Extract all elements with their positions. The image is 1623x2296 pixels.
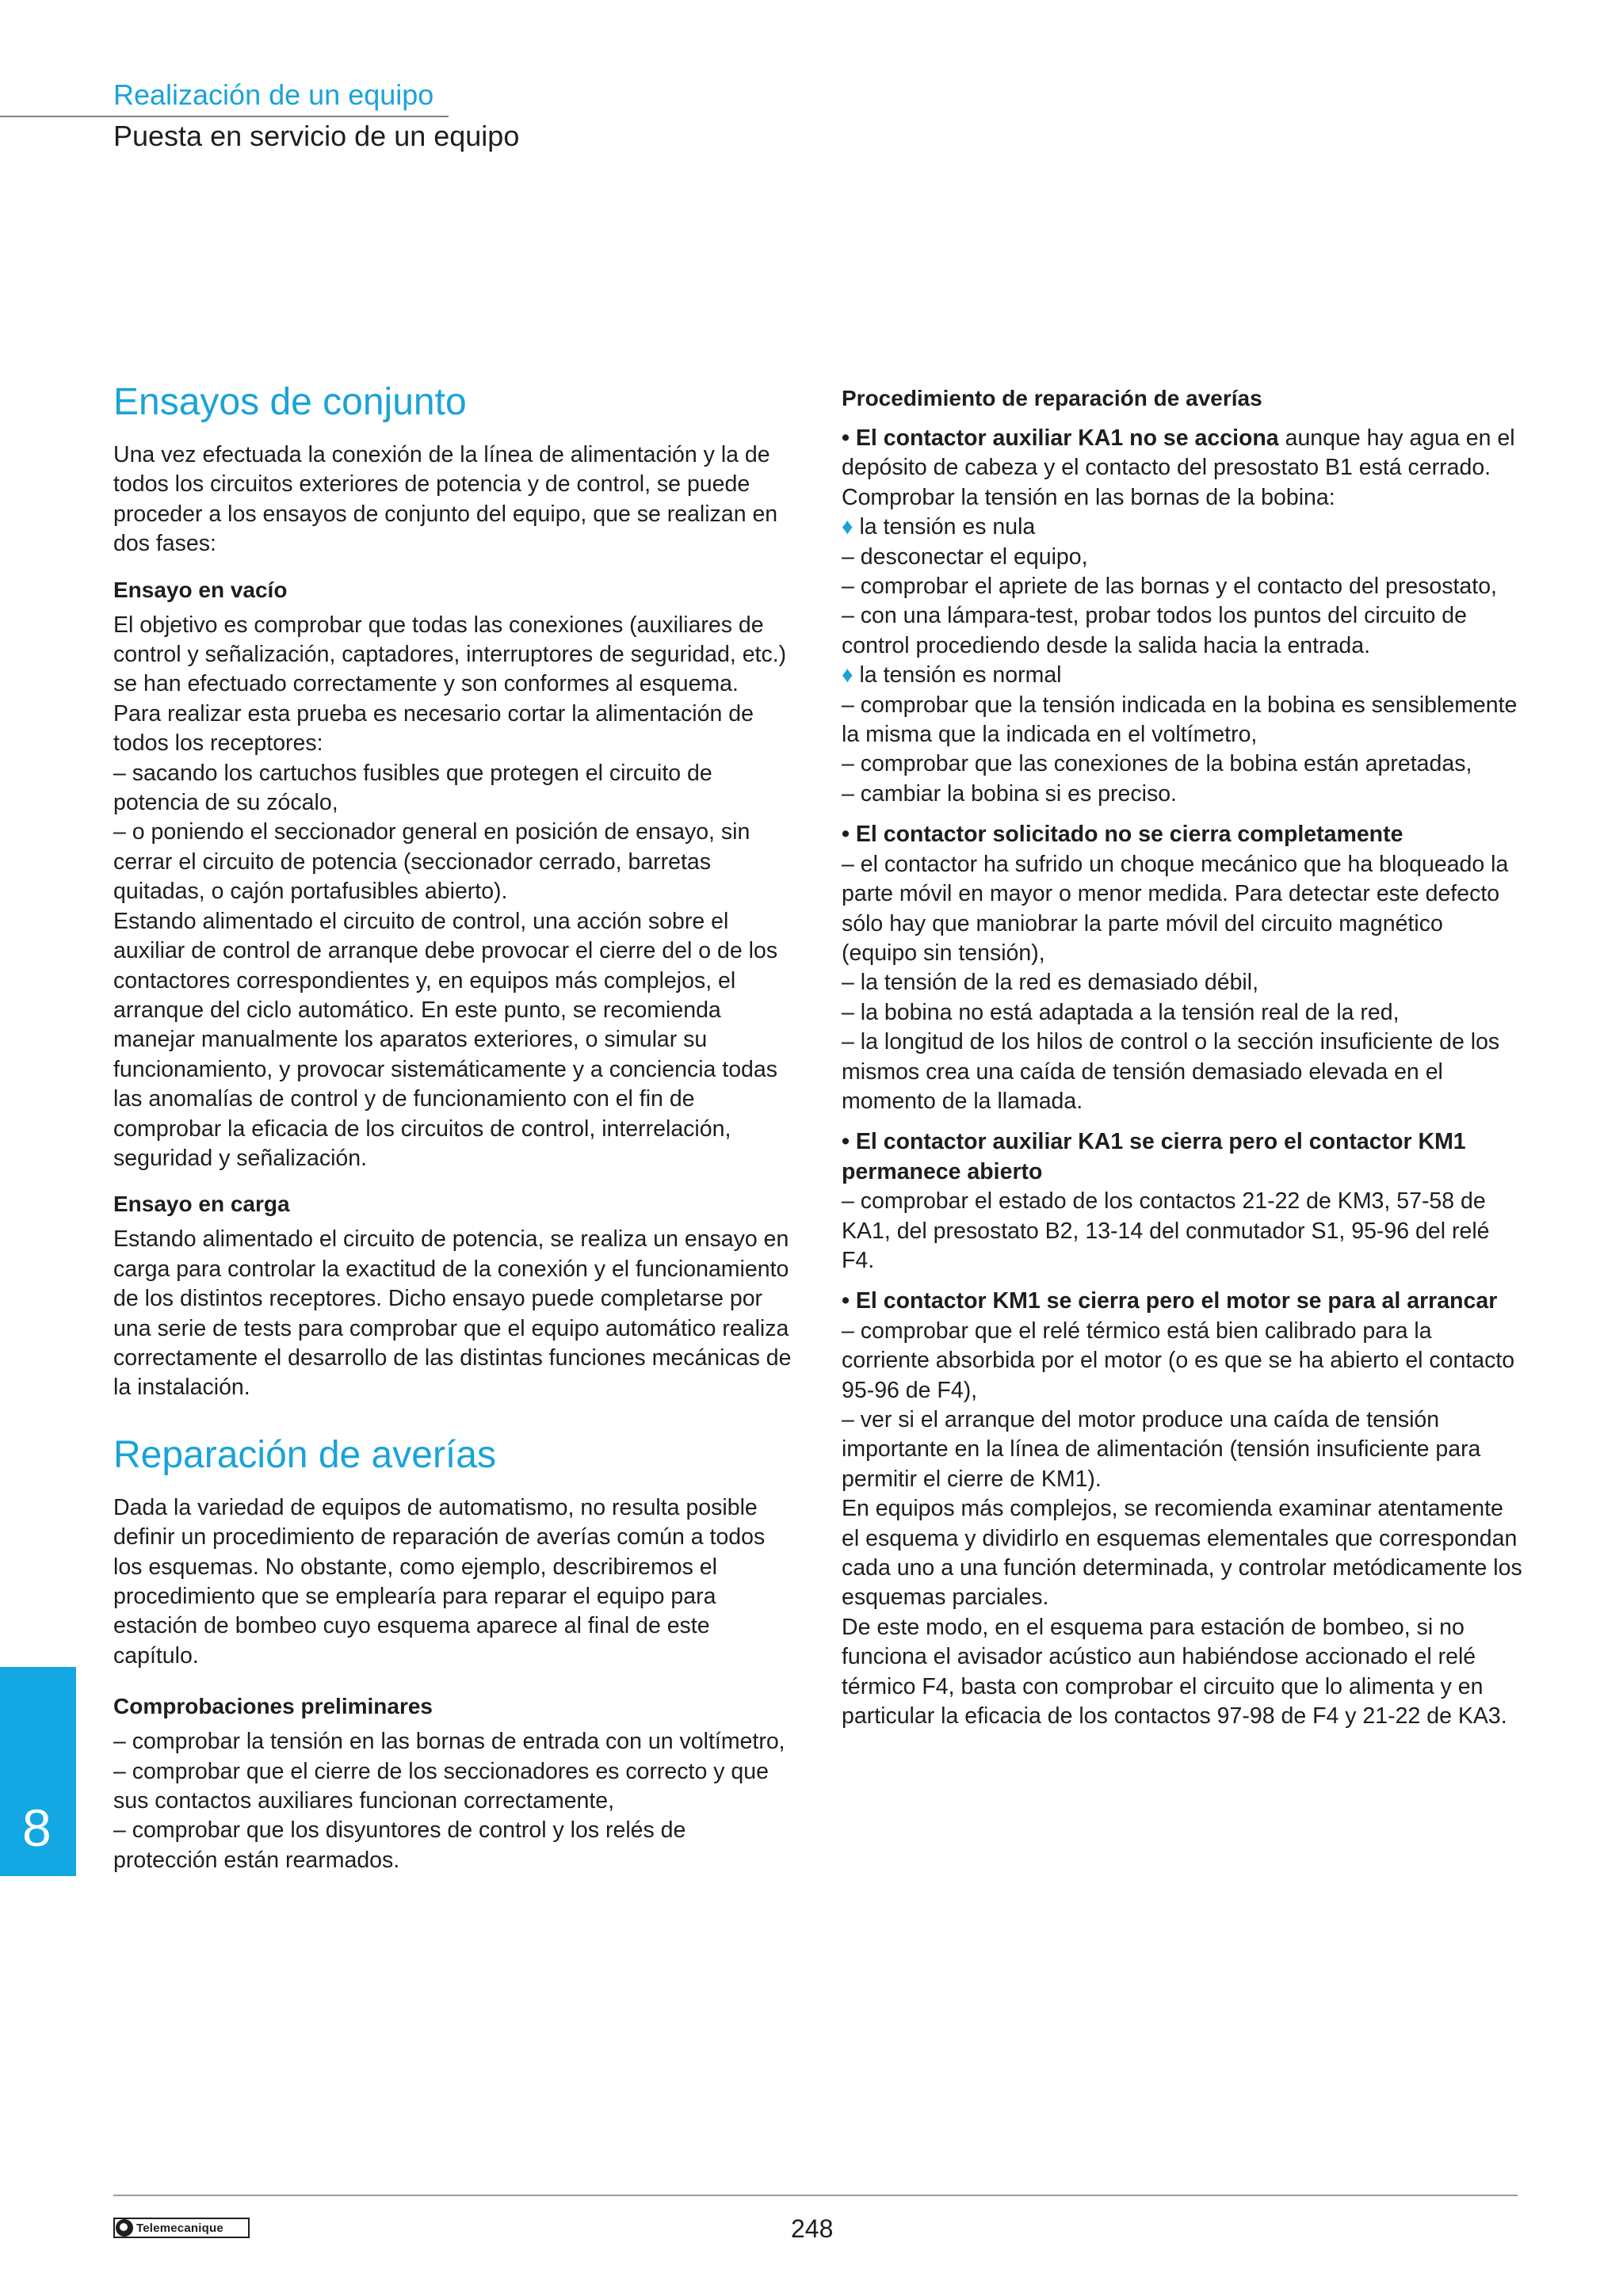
paragraph-vacio-4: Estando alimentado el circuito de control, una acción sobre el auxiliar de control de arranque debe provocar el cierre del o de los contactores correspondientes y, en equipos más complejos, el arranque del ciclo automático. En este punto, se recomienda manejar manualmente los aparatos exteriores, o simular su funcionamiento, y provocar sistemáticamente y a conciencia todas las anomalías de control y de funcionamiento con el fin de comprobar la eficacia de los circuitos de control, interrelación, seguridad y señalización. [113,908,778,1171]
bullet-km1-permanece-abierto: • El contactor auxiliar KA1 se cierra pero el contactor KM1 permanece abierto [842,1129,1466,1184]
diamond-bullet-icon: ♦ [842,514,854,540]
logo-text: Telemecanique [136,2221,223,2235]
right-column [842,383,1523,1731]
line-caida-tension: – ver si el arranque del motor produce una caída de tensión importante en la línea de alimentación (tensión insuficiente para permitir el cierre de KM1). [842,1407,1481,1492]
line-comprobar-tension: Comprobar la tensión en las bornas de la bobina: [842,484,1335,510]
section-title: Realización de un equipo [113,78,434,111]
line-lampara-test: – con una lámpara-test, probar todos los puntos del circuito de control procediendo desde la salida hacia la entrada. [842,603,1467,658]
paragraph-vacio-3: – o poniendo el seccionador general en posición de ensayo, sin cerrar el circuito de potencia (seccionador cerrado, barretas quitadas, o cajón portafusibles abierto). [113,819,750,905]
heading-ensayo-vacio: Ensayo en vacío [113,577,288,602]
heading-ensayo-carga: Ensayo en carga [113,1192,290,1217]
paragraph-averias: Dada la variedad de equipos de automatismo, no resulta posible definir un procedimiento de reparación de averías común a todos los esquemas. No obstante, como ejemplo, describiremos el procedimiento que se emplearía para reparar el equipo para estación de bombeo cuyo esquema aparece al final de este capítulo. [113,1494,766,1669]
paragraph-prelim-1: – comprobar la tensión en las bornas de entrada con un voltímetro, [113,1729,785,1755]
item-tension-nula [842,513,1523,542]
bullet-no-cierra-completamente: • El contactor solicitado no se cierra completamente [842,822,1403,848]
line-rele-termico: – comprobar que el relé térmico está bien calibrado para la corriente absorbida por el motor (o es que se ha abierto el contacto 95-96 de F4), [842,1318,1515,1403]
chapter-number: 8 [22,1798,52,1857]
line-desconectar: – desconectar el equipo, [842,543,1088,570]
heading-procedimiento: Procedimiento de reparación de averías [842,386,1262,410]
line-tension-bobina: – comprobar que la tensión indicada en la bobina es sensiblemente la misma que la indicada en el voltímetro, [842,692,1518,748]
bullet-motor-se-para: • El contactor KM1 se cierra pero el motor se para al arrancar [842,1288,1498,1314]
left-column [113,379,792,1875]
paragraph-estacion-bombeo: De este modo, en el esquema para estación de bombeo, si no funciona el avisador acústico aun habiéndose accionado el relé térmico F4, basta con comprobar el circuito que lo alimenta y en particular la eficacia de los contactos 97-98 de F4 y 21-22 de KA3. [842,1614,1507,1730]
label-tension-normal: la tensión es normal [853,662,1062,688]
line-apriete-bornas: – comprobar el apriete de las bornas y el contacto del presostato, [842,574,1497,600]
paragraph-vacio-2: – sacando los cartuchos fusibles que protegen el circuito de potencia de su zócalo, [113,760,712,816]
paragraph-carga: Estando alimentado el circuito de potencia, se realiza un ensayo en carga para controlar la exactitud de la conexión y el funcionamiento de los distintos receptores. Dicho ensayo puede completarse por una serie de tests para comprobar que el equipo automático realiza correctamente el desarrollo de las distintas funciones mecánicas de la instalación. [113,1226,792,1401]
paragraph-vacio-1: El objetivo es comprobar que todas las conexiones (auxiliares de control y señalización, captadores, interruptores de seguridad, etc.) se han efectuado correctamente y son conformes al esquema. Para realizar esta prueba es necesario cortar la alimentación de todos los receptores: [113,612,787,757]
heading-comprobaciones-preliminares: Comprobaciones preliminares [113,1694,433,1719]
heading-ensayos-conjunto: Ensayos de conjunto [113,381,467,423]
header-rule [0,116,449,117]
telemecanique-logo [113,2218,250,2238]
page-subtitle: Puesta en servicio de un equipo [113,120,520,152]
paragraph-prelim-3: – comprobar que los disyuntores de control y los relés de protección están rearmados. [113,1817,686,1873]
page-number: 248 [791,2214,834,2243]
telemecanique-logo-icon [116,2219,133,2237]
diamond-bullet-icon: ♦ [842,662,854,688]
line-choque-mecanico: – el contactor ha sufrido un choque mecánico que ha bloqueado la parte móvil en mayor o menor medida. Para detectar este defecto sólo hay que maniobrar la parte móvil del circuito magnético (equipo sin tensión), [842,851,1509,966]
line-cambiar-bobina: – cambiar la bobina si es preciso. [842,780,1177,807]
paragraph-intro: Una vez efectuada la conexión de la línea de alimentación y la de todos los circuitos exteriores de potencia y de control, se puede proceder a los ensayos de conjunto del equipo, que se realizan en dos fases: [113,442,778,557]
paragraph-prelim-2: – comprobar que el cierre de los seccionadores es correcto y que sus contactos auxiliares funcionan correctamente, [113,1758,769,1814]
line-conexiones-bobina: – comprobar que las conexiones de la bobina están apretadas, [842,751,1472,777]
line-estado-contactos: – comprobar el estado de los contactos 21-22 de KM3, 57-58 de KA1, del presostato B2, 13-14 del conmutador S1, 95-96 del relé F4. [842,1188,1490,1273]
footer-rule [113,2195,1518,2196]
line-bobina-no-adaptada: – la bobina no está adaptada a la tensión real de la red, [842,999,1400,1025]
item-tension-normal [842,661,1523,690]
paragraph-equipos-complejos: En equipos más complejos, se recomienda examinar atentamente el esquema y dividirlo en esquemas elementales que correspondan cada uno a una función determinada, y controlar metódicamente los esquemas parciales. [842,1496,1522,1611]
bullet-ka1-tail: aunque hay agua en el depósito de cabeza y el contacto del presostato B1 está cerrado. [842,425,1515,481]
bullet-ka1-head: • El contactor auxiliar KA1 no se acciona [842,425,1279,451]
line-longitud-hilos: – la longitud de los hilos de control o la sección insuficiente de los mismos crea una caída de tensión demasiado elevada en el momento de la llamada. [842,1029,1500,1114]
label-tension-nula: la tensión es nula [853,514,1036,540]
line-tension-debil: – la tensión de la red es demasiado débil, [842,970,1259,996]
bullet-ka1-no-acciona [842,424,1523,483]
heading-reparacion-averias: Reparación de averías [113,1433,496,1476]
